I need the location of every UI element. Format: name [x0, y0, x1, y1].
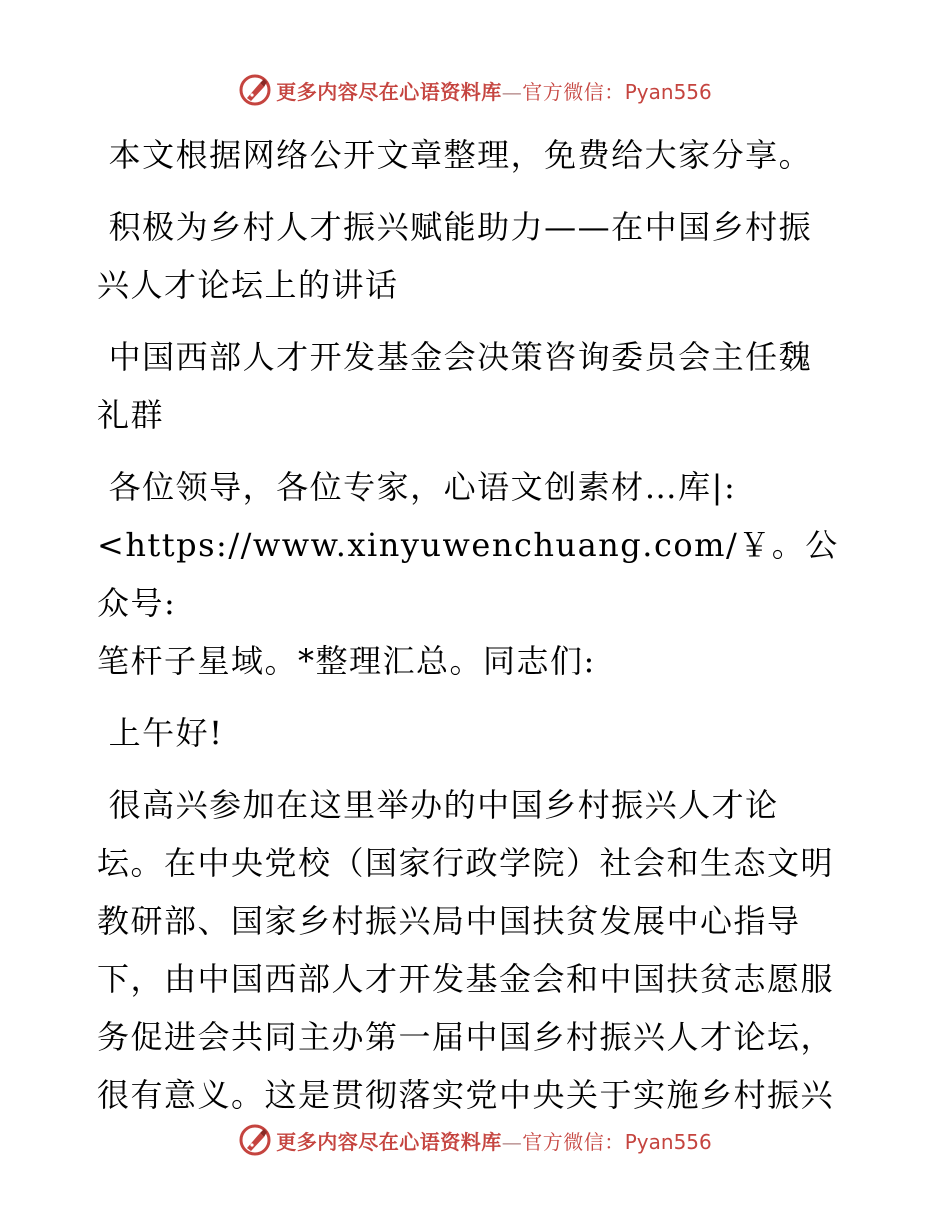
banner-text: 更多内容尽在心语资料库—官方微信：Pyan556: [276, 1129, 712, 1154]
paragraph-intro: 本文根据网络公开文章整理，免费给大家分享。: [97, 136, 813, 174]
paragraph-body: 很高兴参加在这里举办的中国乡村振兴人才论 坛。在中央党校（国家行政学院）社会和生态文明 教研部、国家乡村振兴局中国扶贫发展中心指导 下，由中国西部人才开发基金会和中国扶贫志愿服 务促进会共同主办第一届中国乡村振兴人才论坛， 很有意义。这是贯彻落实党中央关于实施乡村振兴: [97, 786, 835, 1114]
paragraph-good-morning: 上午好!: [97, 714, 224, 752]
paragraph-greeting: 各位领导，各位专家，心语文创素材…库|: <https://www.xinyuwenchuang.com/￥。公众号: 笔杆子星域。*整理汇总。同志们:: [97, 468, 839, 680]
pen-logo-icon: [238, 1123, 272, 1157]
footer-banner: [0, 1120, 950, 1160]
banner-text: 更多内容尽在心语资料库—官方微信：Pyan556: [276, 79, 712, 104]
document-body: [97, 126, 857, 1124]
pen-logo-icon: [238, 73, 272, 107]
paragraph-title: 积极为乡村人才振兴赋能助力——在中国乡村振 兴人才论坛上的讲话: [97, 208, 813, 304]
paragraph-speaker: 中国西部人才开发基金会决策咨询委员会主任魏 礼群: [97, 338, 813, 434]
header-banner: [0, 70, 950, 110]
